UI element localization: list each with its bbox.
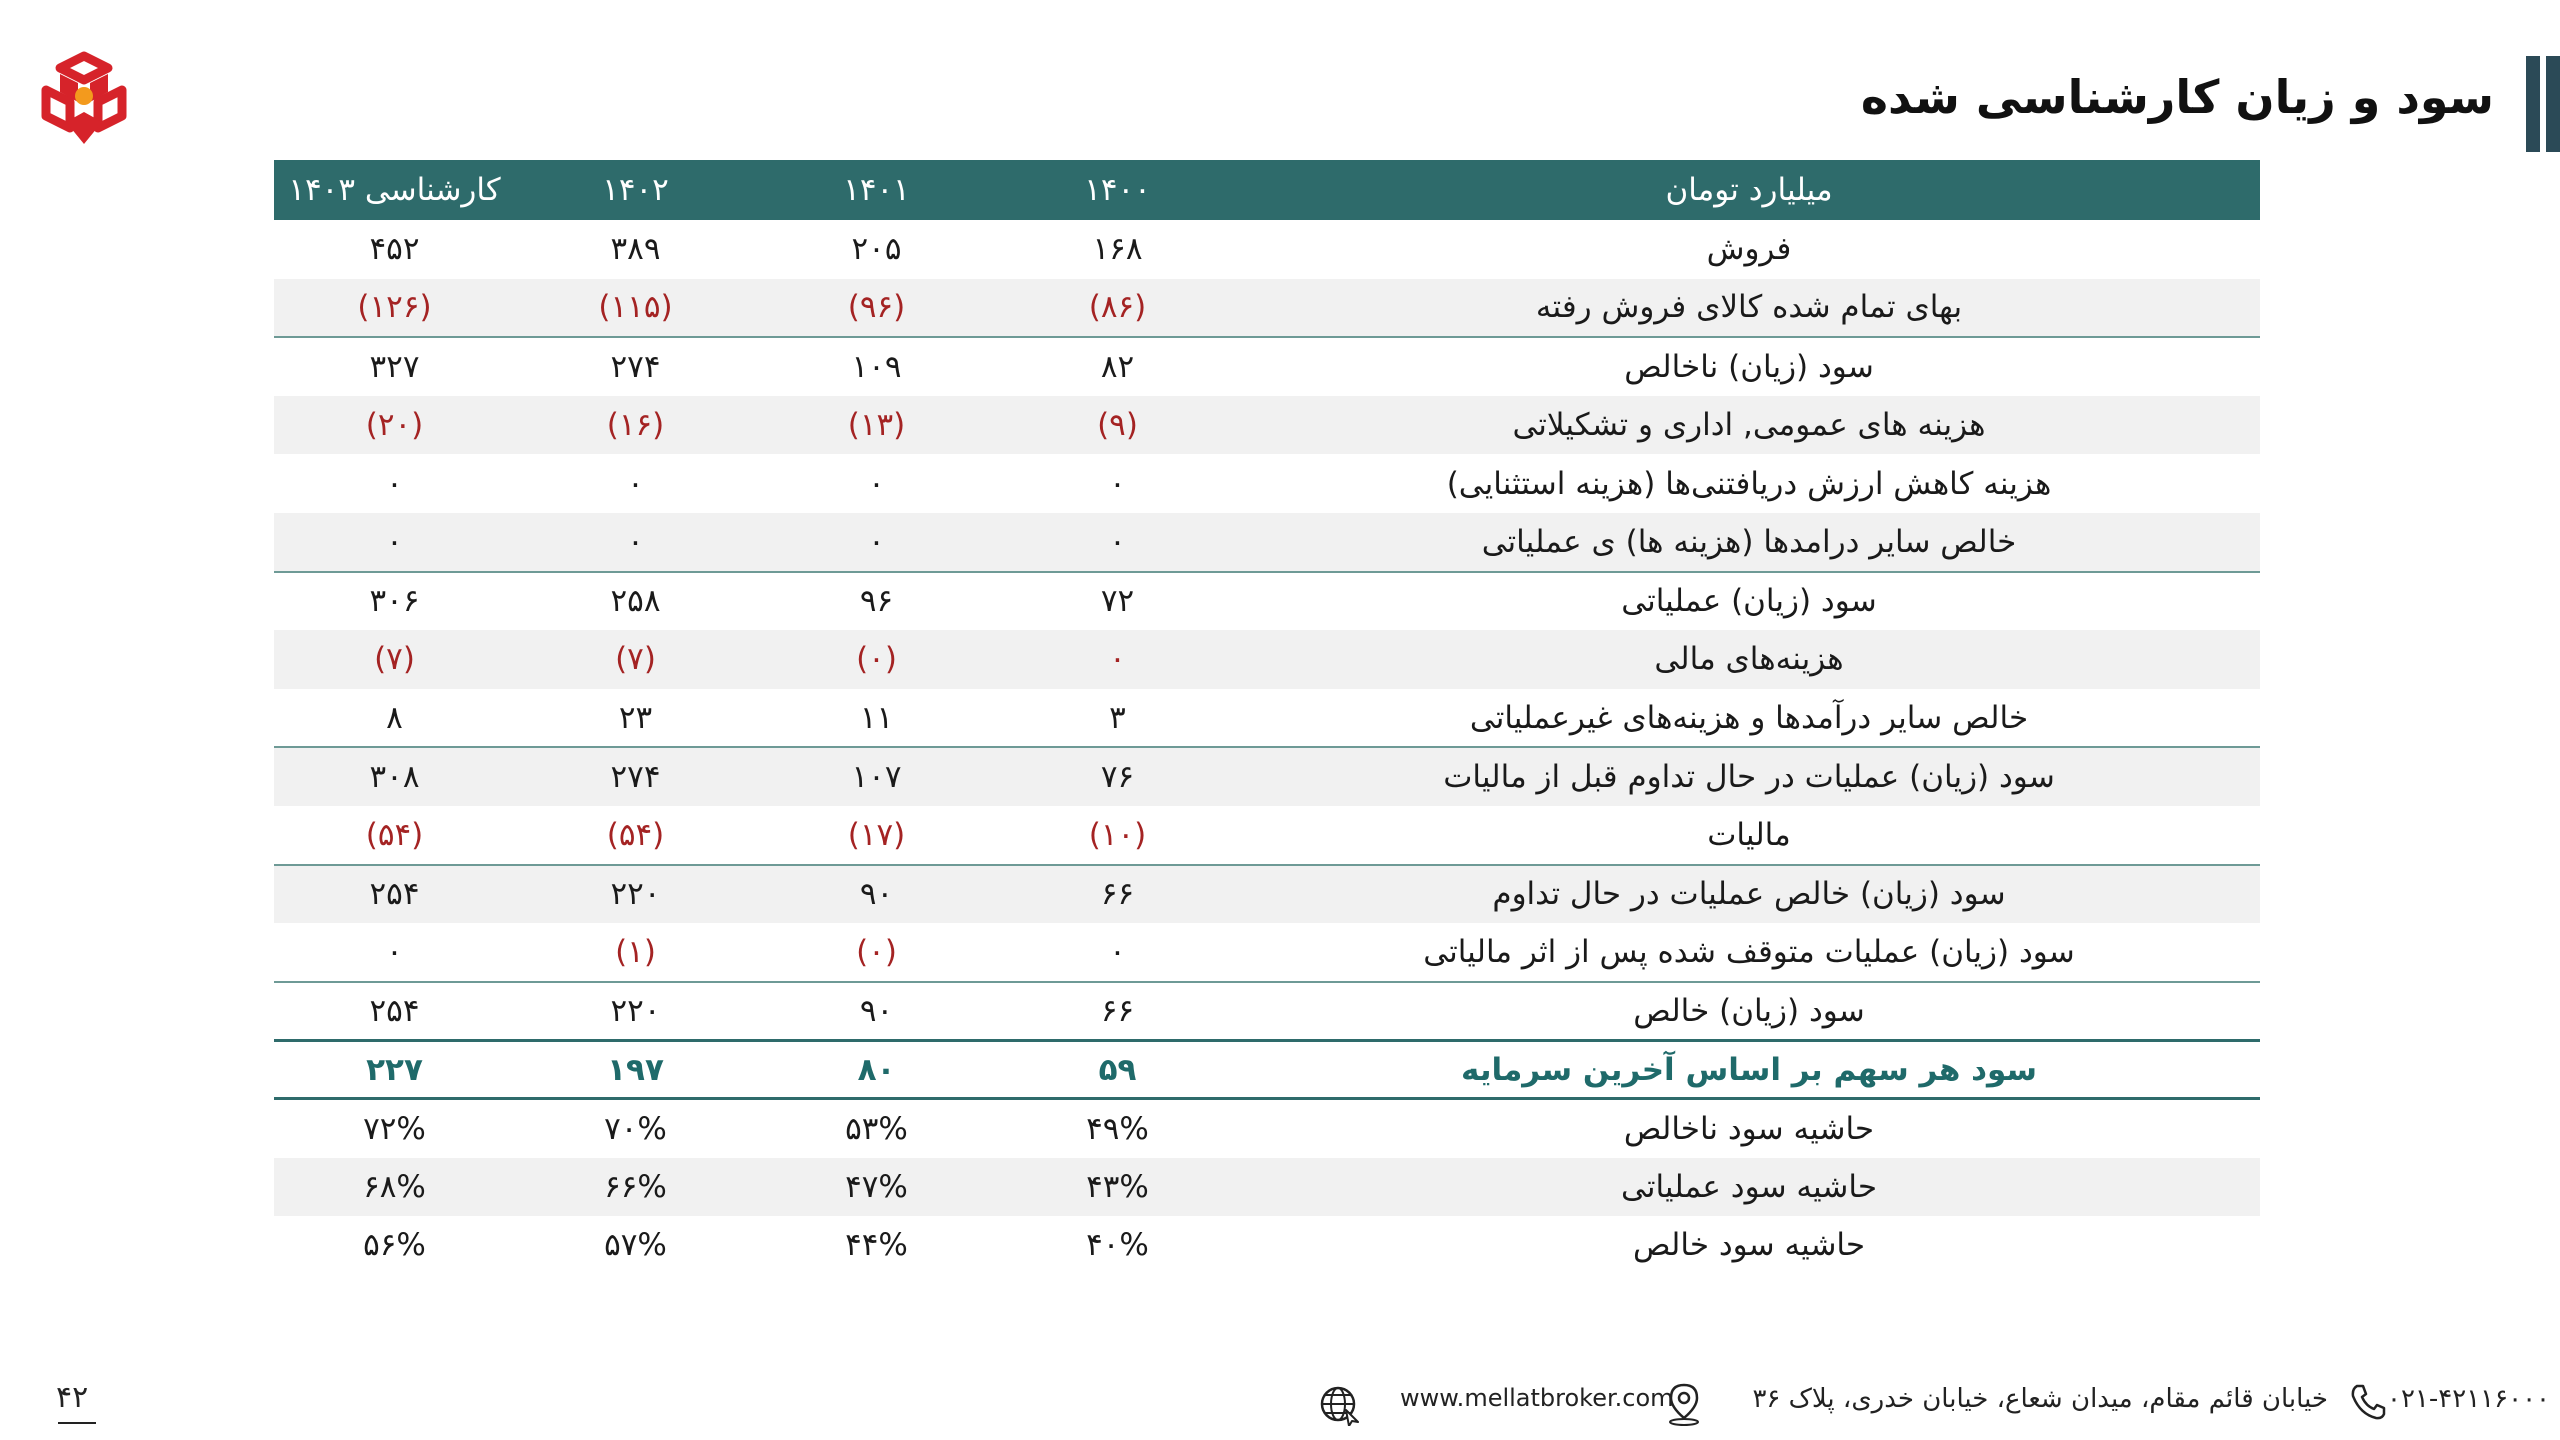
title-accent-bars — [2504, 56, 2560, 152]
row-label: خالص سایر درآمدها و هزینه‌های غیرعملیاتی — [1469, 699, 2029, 736]
footer-website[interactable]: www.mellatbroker.com — [1400, 1384, 1674, 1412]
cell-1400: ۴۹% — [1086, 1110, 1149, 1147]
cell-1402: ۰ — [627, 465, 644, 502]
cell-1402: ۷۰% — [604, 1110, 667, 1147]
cell-1403: ۲۵۴ — [274, 982, 515, 1041]
cell-1402: (۱۶) — [515, 396, 756, 455]
cell-1403: ۰ — [386, 933, 403, 970]
cell-1401: (۱۷) — [847, 816, 906, 853]
cell-1403: ۳۲۷ — [274, 337, 515, 396]
cell-1401: ۸۰ — [756, 1040, 997, 1099]
cell-1402: ۰ — [515, 513, 756, 572]
cell-1403: ۴۵۲ — [369, 231, 420, 268]
table-row — [274, 806, 2260, 865]
table-row — [274, 747, 2260, 806]
page-number: ۴۲ — [56, 1380, 89, 1415]
cell-1402: ۲۵۸ — [515, 572, 756, 631]
cell-1401: (۱۳) — [756, 396, 997, 455]
cell-1401: ۹۶ — [756, 572, 997, 631]
cell-1401: ۰ — [756, 513, 997, 572]
cell-1401: ۱۱ — [859, 699, 894, 736]
cell-1401: ۵۳% — [845, 1110, 908, 1147]
row-label: سود (زیان) ناخالص — [1238, 337, 2260, 396]
row-label: حاشیه سود خالص — [1632, 1227, 1866, 1264]
table-row — [274, 337, 2260, 396]
header-year-1400: ۱۴۰۰ — [997, 160, 1238, 220]
cell-1400: (۱۰) — [1088, 816, 1147, 853]
cell-1400: (۸۶) — [997, 279, 1238, 338]
table-row — [274, 1158, 2260, 1217]
cell-1402: ۲۷۴ — [515, 747, 756, 806]
row-label: سود هر سهم بر اساس آخرین سرمایه — [1238, 1040, 2260, 1099]
cell-1401: ۹۰ — [756, 865, 997, 924]
cell-1403: (۷) — [274, 630, 515, 689]
table-row — [274, 1099, 2260, 1158]
cell-1400: ۴۳% — [997, 1158, 1238, 1217]
cell-1403: ۸ — [386, 699, 403, 736]
cell-1401: (۰) — [756, 630, 997, 689]
cell-1403: ۵۶% — [363, 1227, 426, 1264]
cell-1401: ۲۰۵ — [851, 231, 902, 268]
table-row — [274, 279, 2260, 338]
cell-1402: ۲۲۰ — [515, 865, 756, 924]
cell-1402: ۱۹۷ — [515, 1040, 756, 1099]
cell-1401: (۹۶) — [756, 279, 997, 338]
cell-1402: (۷) — [515, 630, 756, 689]
cell-1403: ۲۵۴ — [274, 865, 515, 924]
table-row — [274, 396, 2260, 455]
cell-1402: (۵۴) — [606, 816, 665, 853]
cell-1400: ۰ — [997, 513, 1238, 572]
row-label: سود (زیان) عملیات در حال تداوم قبل از مالیات — [1238, 747, 2260, 806]
row-label: خالص سایر درامدها (هزینه ها) ی عملیاتی — [1238, 513, 2260, 572]
cell-1400: ۵۹ — [997, 1040, 1238, 1099]
table-row — [274, 1216, 2260, 1275]
footer-phone[interactable]: ۰۲۱-۴۲۱۱۶۰۰۰ — [2387, 1384, 2550, 1414]
row-label: حاشیه سود عملیاتی — [1238, 1158, 2260, 1217]
row-label: سود (زیان) عملیاتی — [1238, 572, 2260, 631]
table-row — [274, 630, 2260, 689]
cell-1400: ۳ — [1109, 699, 1126, 736]
table-row — [274, 865, 2260, 924]
cell-1400: ۶۶ — [997, 982, 1238, 1041]
cell-1402: ۲۲۰ — [515, 982, 756, 1041]
cell-1401: ۰ — [868, 465, 885, 502]
footer-address: خیابان قائم مقام، میدان شعاع، خیابان خدری، پلاک ۳۶ — [1752, 1384, 2328, 1414]
cell-1402: ۶۶% — [515, 1158, 756, 1217]
cell-1400: ۴۰% — [1086, 1227, 1149, 1264]
cell-1400: ۷۲ — [997, 572, 1238, 631]
cell-1403: ۰ — [274, 513, 515, 572]
cell-1401: ۱۰۹ — [756, 337, 997, 396]
cell-1402: ۳۸۹ — [610, 231, 661, 268]
cell-1403: ۶۸% — [274, 1158, 515, 1217]
cell-1402: ۲۷۴ — [515, 337, 756, 396]
cell-1403: ۰ — [386, 465, 403, 502]
cell-1403: ۷۲% — [363, 1110, 426, 1147]
header-year-1403: کارشناسی ۱۴۰۳ — [274, 160, 515, 220]
header-year-1401: ۱۴۰۱ — [756, 160, 997, 220]
cell-1401: ۱۰۷ — [756, 747, 997, 806]
cell-1403: ۳۰۶ — [274, 572, 515, 631]
page-title: سود و زیان کارشناسی شده — [1860, 70, 2494, 124]
cell-1403: ۳۰۸ — [274, 747, 515, 806]
row-label: هزینه های عمومی, اداری و تشکیلاتی — [1238, 396, 2260, 455]
globe-icon — [1318, 1384, 1360, 1426]
table-row — [274, 220, 2260, 279]
cell-1401: ۴۷% — [756, 1158, 997, 1217]
phone-icon — [2348, 1382, 2388, 1422]
cell-1400: ۸۲ — [997, 337, 1238, 396]
cell-1403: (۵۴) — [365, 816, 424, 853]
table-row — [274, 513, 2260, 572]
cell-1400: ۰ — [997, 630, 1238, 689]
cell-1401: ۴۴% — [845, 1227, 908, 1264]
cell-1403: ۲۲۷ — [274, 1040, 515, 1099]
row-label: هزینه‌های مالی — [1238, 630, 2260, 689]
income-statement-table — [274, 160, 2260, 1275]
cell-1403: (۱۲۶) — [274, 279, 515, 338]
header-year-1402: ۱۴۰۲ — [515, 160, 756, 220]
table-row — [274, 982, 2260, 1041]
table-row — [274, 689, 2260, 748]
row-label: سود (زیان) عملیات متوقف شده پس از اثر مالیاتی — [1423, 933, 2075, 970]
page-number-underline — [58, 1422, 96, 1424]
company-logo — [38, 50, 130, 150]
cell-1402: (۱۱۵) — [515, 279, 756, 338]
row-label: مالیات — [1707, 816, 1791, 853]
table-row — [274, 572, 2260, 631]
cell-1403: (۲۰) — [274, 396, 515, 455]
row-label: حاشیه سود ناخالص — [1623, 1110, 1875, 1147]
cell-1400: ۰ — [1109, 933, 1126, 970]
row-label: هزینه کاهش ارزش دریافتنی‌ها (هزینه استثنایی) — [1446, 465, 2052, 502]
cell-1400: ۷۶ — [997, 747, 1238, 806]
cell-1400: ۱۶۸ — [1092, 231, 1143, 268]
cell-1400: (۹) — [997, 396, 1238, 455]
cell-1400: ۰ — [1109, 465, 1126, 502]
row-label: سود (زیان) خالص — [1238, 982, 2260, 1041]
cell-1400: ۶۶ — [997, 865, 1238, 924]
cell-1401: ۹۰ — [756, 982, 997, 1041]
table-row-eps — [274, 1040, 2260, 1099]
table-row — [274, 454, 2260, 513]
header-label: میلیارد تومان — [1238, 160, 2260, 220]
cell-1402: (۱) — [615, 933, 656, 970]
row-label: فروش — [1706, 231, 1792, 268]
row-label: سود (زیان) خالص عملیات در حال تداوم — [1238, 865, 2260, 924]
cell-1402: ۲۳ — [618, 699, 653, 736]
row-label: بهای تمام شده کالای فروش رفته — [1238, 279, 2260, 338]
cell-1401: (۰) — [856, 933, 897, 970]
table-header-row — [274, 160, 2260, 220]
table-row — [274, 923, 2260, 982]
cell-1402: ۵۷% — [604, 1227, 667, 1264]
